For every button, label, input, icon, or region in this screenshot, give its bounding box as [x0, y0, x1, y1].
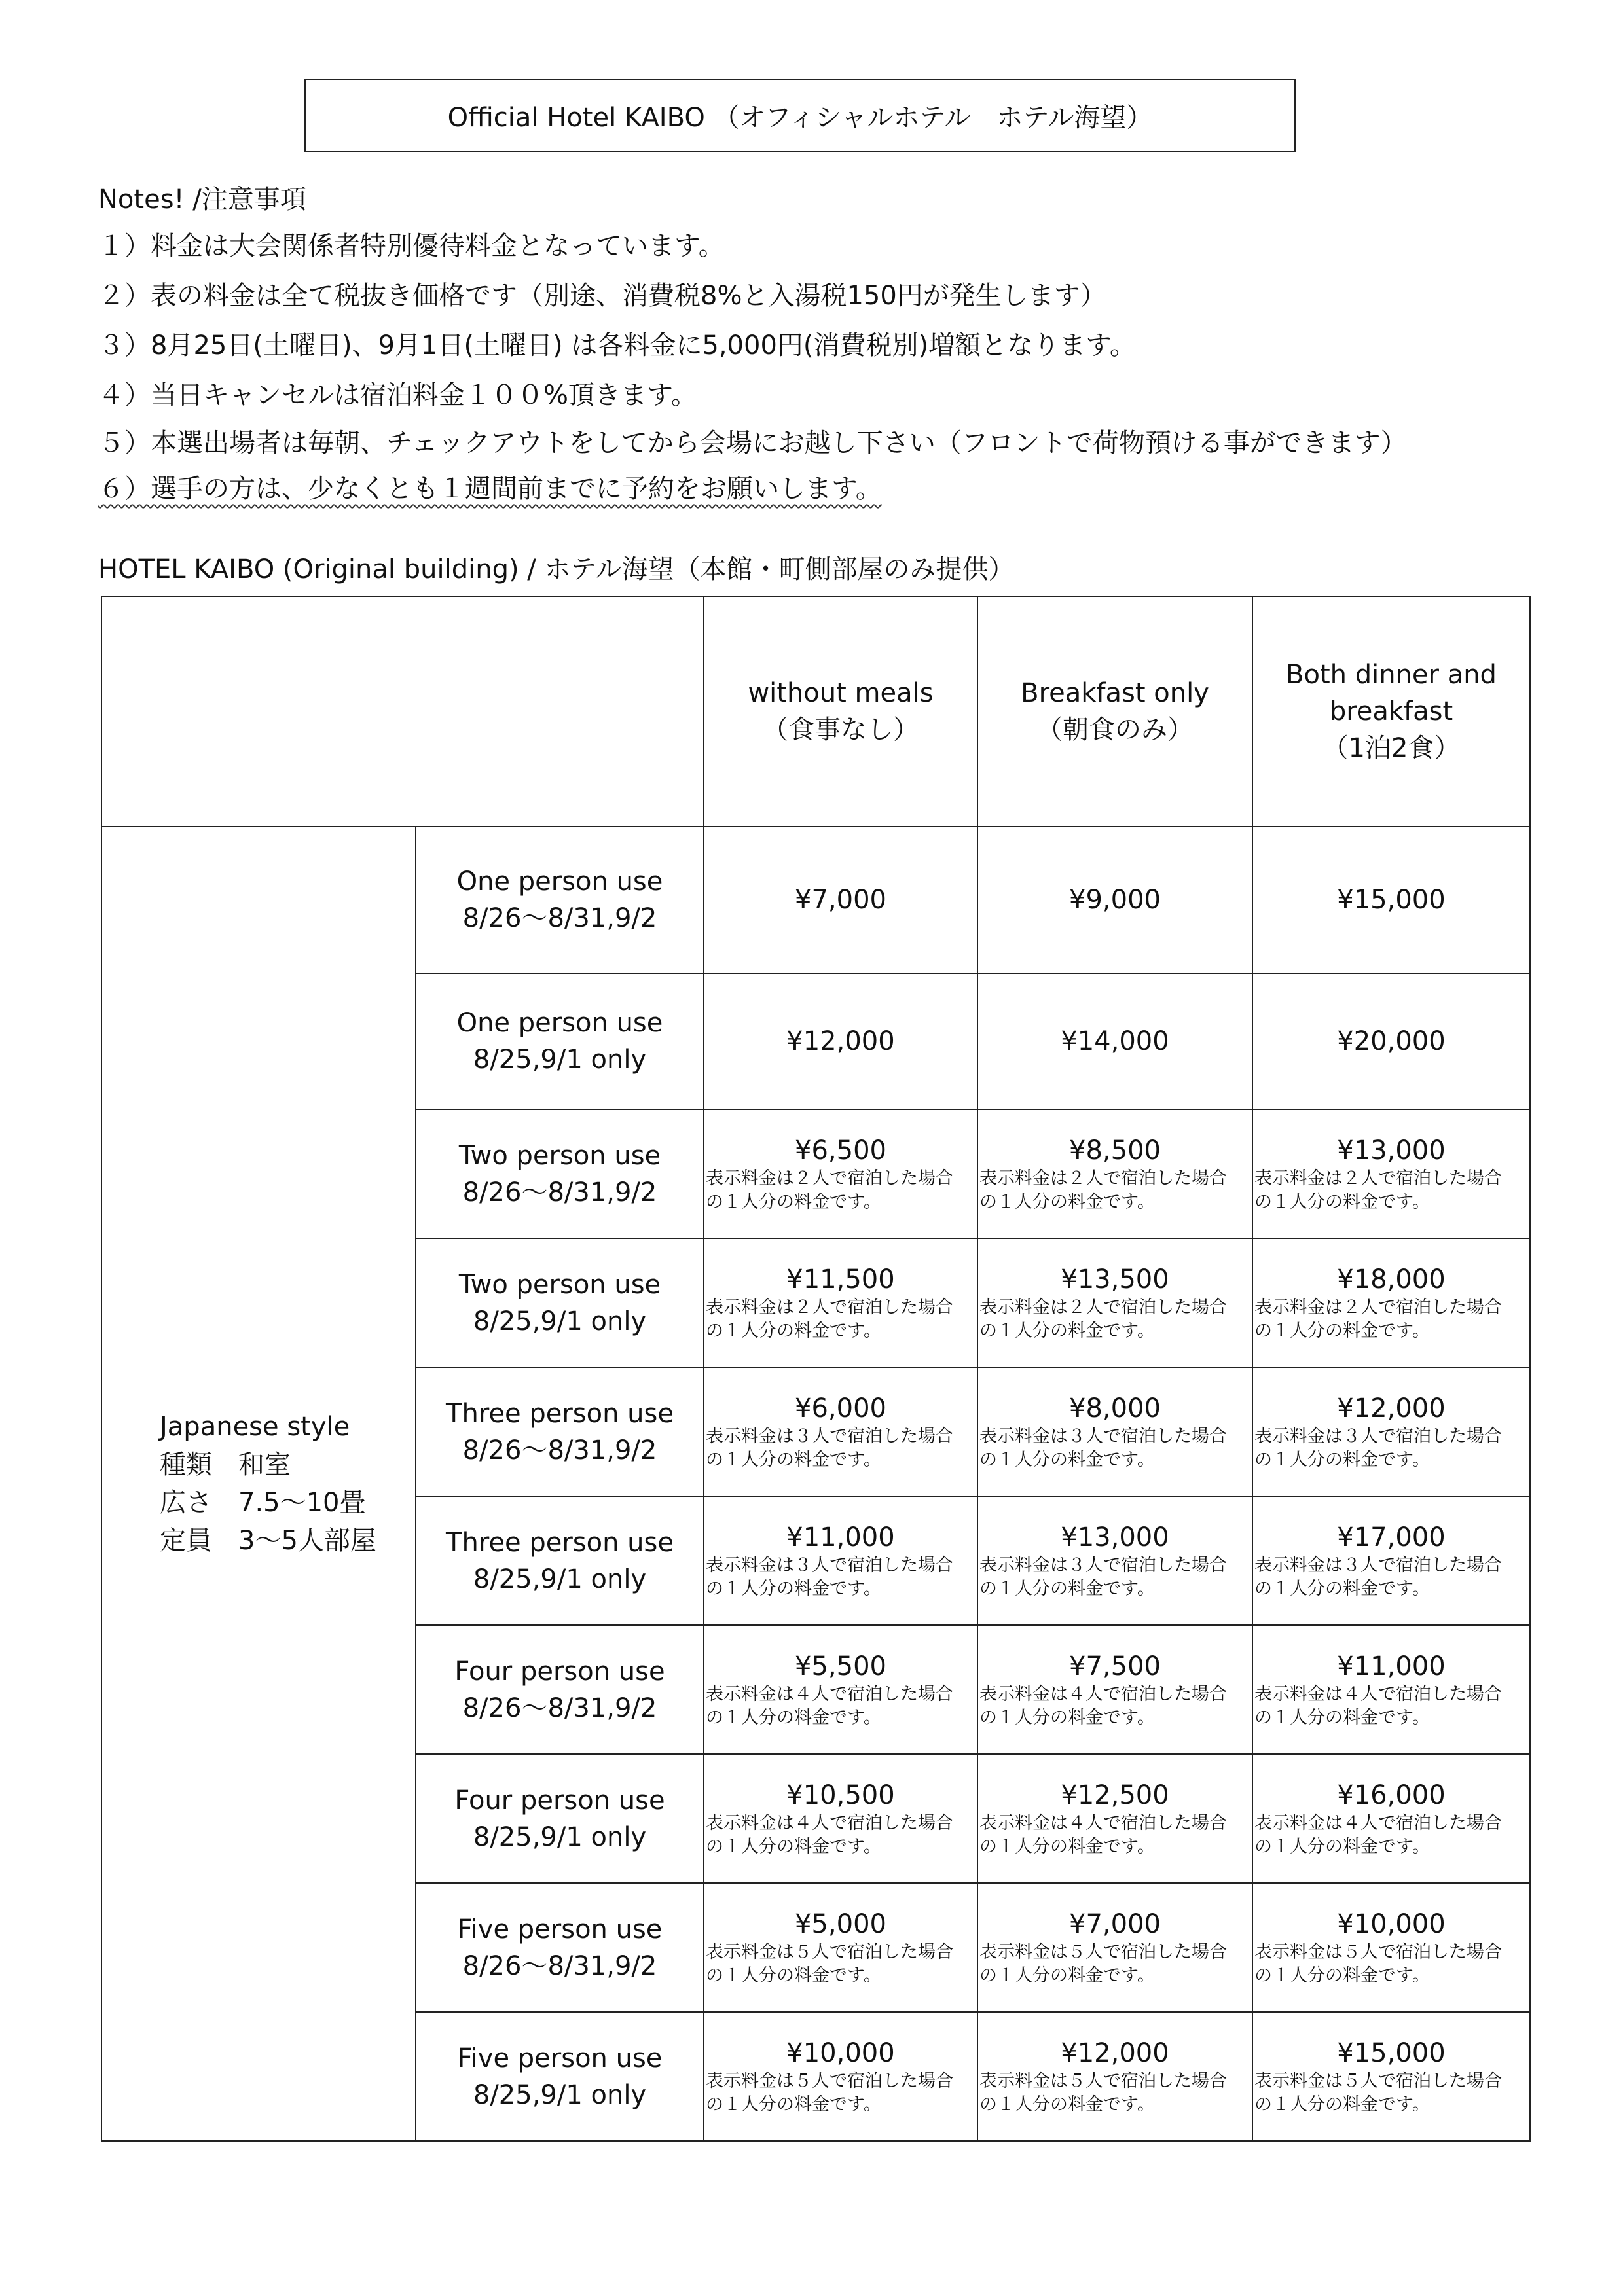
price-cell: ¥12,000 表示料金は３人で宿泊した場合 の１人分の料金です。: [1252, 1367, 1530, 1496]
price-cell: ¥13,500 表示料金は２人で宿泊した場合 の１人分の料金です。: [977, 1238, 1252, 1367]
document-title-box: [304, 79, 1296, 152]
price-cell: ¥8,000 表示料金は３人で宿泊した場合 の１人分の料金です。: [977, 1367, 1252, 1496]
note-item-4: ４）当日キャンセルは宿泊料金１００%頂きます。: [98, 380, 697, 410]
row-label: One person use 8/26〜8/31,9/2: [416, 827, 704, 973]
note-item-6-text: ６）選手の方は、少なくとも１週間前までに予約をお願いします。: [98, 474, 882, 504]
rates-table: [101, 596, 1531, 2142]
price-cell: ¥10,000 表示料金は５人で宿泊した場合 の１人分の料金です。: [1252, 1883, 1530, 2012]
table-header-row: [101, 596, 1530, 827]
price-cell: ¥12,000: [704, 973, 977, 1109]
note-item-3: ３）8月25日(土曜日)、9月1日(土曜日) は各料金に5,000円(消費税別)増額となります。: [98, 331, 1136, 361]
price-cell: ¥16,000 表示料金は４人で宿泊した場合 の１人分の料金です。: [1252, 1754, 1530, 1883]
price-cell: ¥13,000 表示料金は２人で宿泊した場合 の１人分の料金です。: [1252, 1109, 1530, 1238]
note-item-5: ５）本選出場者は毎朝、チェックアウトをしてから会場にお越し下さい（フロントで荷物預ける事ができます）: [98, 428, 1407, 458]
price-cell: ¥13,000 表示料金は３人で宿泊した場合 の１人分の料金です。: [977, 1496, 1252, 1625]
document-title: Official Hotel KAIBO （オフィシャルホテル ホテル海望）: [447, 102, 1153, 133]
price-cell: ¥10,000 表示料金は５人で宿泊した場合 の１人分の料金です。: [704, 2012, 977, 2141]
price-cell: ¥7,000: [704, 827, 977, 973]
row-label: Four person use 8/26〜8/31,9/2: [416, 1625, 704, 1754]
price-cell: ¥15,000 表示料金は５人で宿泊した場合 の１人分の料金です。: [1252, 2012, 1530, 2141]
price-cell: ¥11,500 表示料金は２人で宿泊した場合 の１人分の料金です。: [704, 1238, 977, 1367]
price-cell: ¥6,000 表示料金は３人で宿泊した場合 の１人分の料金です。: [704, 1367, 977, 1496]
price-cell: ¥11,000 表示料金は４人で宿泊した場合 の１人分の料金です。: [1252, 1625, 1530, 1754]
notes-heading: Notes! /注意事項: [98, 185, 306, 215]
row-label: Five person use 8/26〜8/31,9/2: [416, 1883, 704, 2012]
price-cell: ¥17,000 表示料金は３人で宿泊した場合 の１人分の料金です。: [1252, 1496, 1530, 1625]
header-breakfast-only: Breakfast only （朝食のみ）: [977, 596, 1252, 827]
room-type-cell: Japanese style 種類 和室 広さ 7.5〜10畳 定員 3〜5人部屋: [101, 827, 416, 2141]
price-cell: ¥12,500 表示料金は４人で宿泊した場合 の１人分の料金です。: [977, 1754, 1252, 1883]
price-cell: ¥8,500 表示料金は２人で宿泊した場合 の１人分の料金です。: [977, 1109, 1252, 1238]
header-dinner-breakfast: Both dinner and breakfast （1泊2食）: [1252, 596, 1530, 827]
row-label: Three person use 8/25,9/1 only: [416, 1496, 704, 1625]
price-cell: ¥10,500 表示料金は４人で宿泊した場合 の１人分の料金です。: [704, 1754, 977, 1883]
header-empty-cell: [101, 596, 704, 827]
row-label: Two person use 8/26〜8/31,9/2: [416, 1109, 704, 1238]
row-label: Two person use 8/25,9/1 only: [416, 1238, 704, 1367]
note-item-2: ２）表の料金は全て税抜き価格です（別途、消費税8%と入湯税150円が発生します）: [98, 281, 1106, 311]
price-cell: ¥6,500 表示料金は２人で宿泊した場合 の１人分の料金です。: [704, 1109, 977, 1238]
price-cell: ¥20,000: [1252, 973, 1530, 1109]
price-cell: ¥18,000 表示料金は２人で宿泊した場合 の１人分の料金です。: [1252, 1238, 1530, 1367]
row-label: Five person use 8/25,9/1 only: [416, 2012, 704, 2141]
row-label: Three person use 8/26〜8/31,9/2: [416, 1367, 704, 1496]
header-without-meals: without meals （食事なし）: [704, 596, 977, 827]
note-item-1: １）料金は大会関係者特別優待料金となっています。: [98, 231, 725, 261]
section-title: HOTEL KAIBO (Original building) / ホテル海望（本館・町側部屋のみ提供）: [98, 554, 1015, 584]
price-cell: ¥11,000 表示料金は３人で宿泊した場合 の１人分の料金です。: [704, 1496, 977, 1625]
price-cell: ¥5,000 表示料金は５人で宿泊した場合 の１人分の料金です。: [704, 1883, 977, 2012]
price-cell: ¥9,000: [977, 827, 1252, 973]
notes-section: [98, 178, 1571, 512]
table-row: [101, 827, 1530, 973]
row-label: Four person use 8/25,9/1 only: [416, 1754, 704, 1883]
note-item-6: [98, 466, 1571, 512]
price-cell: ¥7,000 表示料金は５人で宿泊した場合 の１人分の料金です。: [977, 1883, 1252, 2012]
price-cell: ¥15,000: [1252, 827, 1530, 973]
price-cell: ¥7,500 表示料金は４人で宿泊した場合 の１人分の料金です。: [977, 1625, 1252, 1754]
row-label: One person use 8/25,9/1 only: [416, 973, 704, 1109]
price-cell: ¥12,000 表示料金は５人で宿泊した場合 の１人分の料金です。: [977, 2012, 1252, 2141]
price-cell: ¥14,000: [977, 973, 1252, 1109]
price-cell: ¥5,500 表示料金は４人で宿泊した場合 の１人分の料金です。: [704, 1625, 977, 1754]
